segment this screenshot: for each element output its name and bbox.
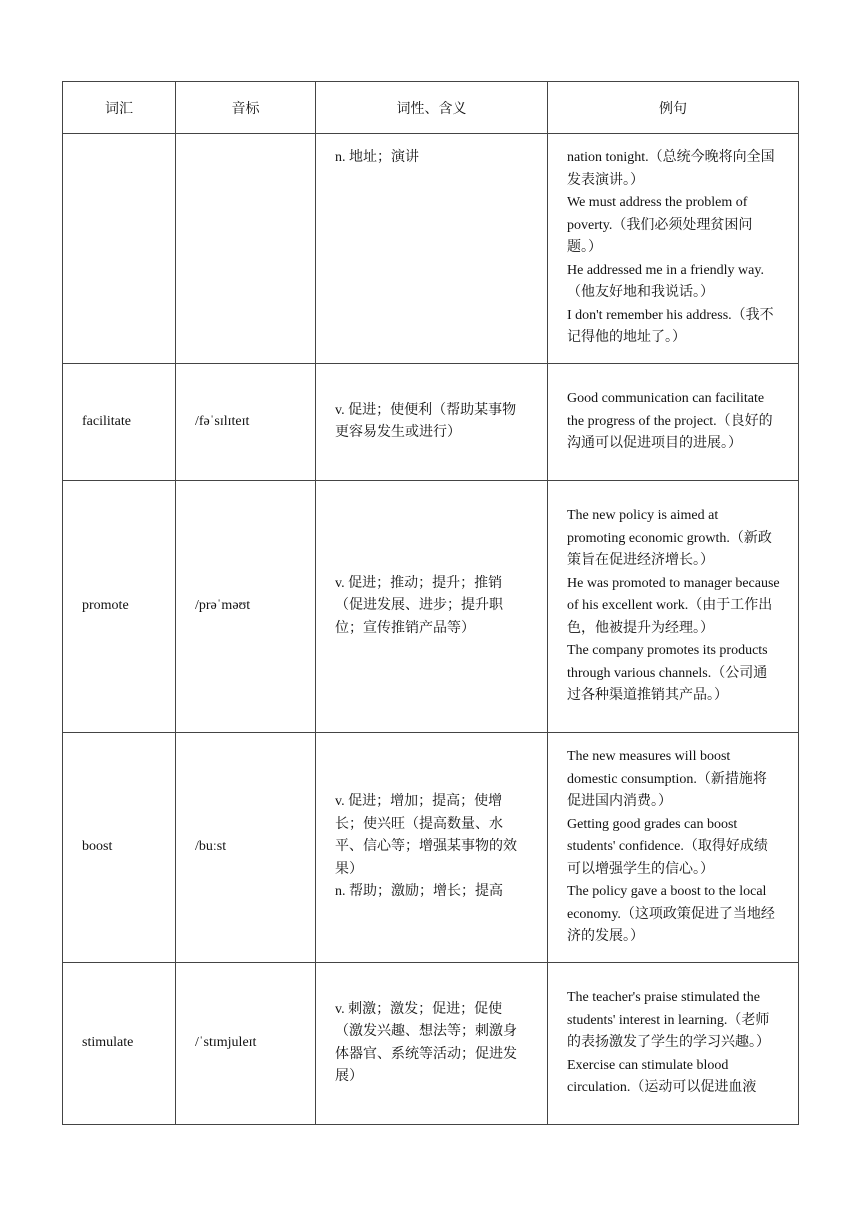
meaning-cell bbox=[316, 134, 548, 364]
meaning-cell bbox=[316, 963, 548, 1125]
table-row bbox=[63, 134, 799, 364]
meaning-cell bbox=[316, 481, 548, 733]
word-cell bbox=[63, 134, 176, 364]
examples-cell bbox=[548, 134, 799, 364]
phonetic-cell: /prəˈməʊt bbox=[176, 481, 316, 733]
meaning-line: v. 刺激；激发；促进；促使（激发兴趣、想法等；刺激身体器官、系统等活动；促进发展） bbox=[335, 1001, 517, 1084]
table-row bbox=[63, 364, 799, 481]
example-sentence: He was promoted to manager because of his excellent work.（由于工作出色，他被提升为经理。） bbox=[567, 575, 780, 636]
phonetic-cell: /ˈstɪmjuleɪt bbox=[176, 963, 316, 1125]
header-phonetic: 音标 bbox=[176, 82, 316, 134]
example-sentence: The policy gave a boost to the local economy.（这项政策促进了当地经济的发展。） bbox=[567, 884, 775, 945]
header-examples: 例句 bbox=[548, 82, 799, 134]
example-sentence: I don't remember his address.（我不记得他的地址了。） bbox=[567, 307, 774, 346]
example-sentence: The teacher's praise stimulated the students' interest in learning.（老师的表扬激发了学生的学习兴趣。） bbox=[567, 990, 770, 1051]
phonetic-cell bbox=[176, 134, 316, 364]
examples-cell bbox=[548, 364, 799, 481]
phonetic-cell: /buːst bbox=[176, 733, 316, 963]
meaning-cell bbox=[316, 364, 548, 481]
example-sentence: We must address the problem of poverty.（我们必须处理贫困问题。） bbox=[567, 195, 753, 256]
word-cell: promote bbox=[63, 481, 176, 733]
table-row bbox=[63, 733, 799, 963]
example-sentence: The new measures will boost domestic consumption.（新措施将促进国内消费。） bbox=[567, 749, 767, 810]
vocabulary-table bbox=[62, 81, 799, 1125]
word-cell: facilitate bbox=[63, 364, 176, 481]
header-meaning: 词性、含义 bbox=[316, 82, 548, 134]
meaning-line: n. 地址；演讲 bbox=[335, 150, 419, 165]
example-sentence: He addressed me in a friendly way.（他友好地和我说话。） bbox=[567, 262, 764, 301]
word-cell: stimulate bbox=[63, 963, 176, 1125]
examples-cell bbox=[548, 963, 799, 1125]
example-sentence: Good communication can facilitate the progress of the project.（良好的沟通可以促进项目的进展。） bbox=[567, 391, 773, 452]
meaning-line: n. 帮助；激励；增长；提高 bbox=[335, 884, 503, 900]
example-sentence: The new policy is aimed at promoting economic growth.（新政策旨在促进经济增长。） bbox=[567, 508, 772, 569]
meaning-cell bbox=[316, 733, 548, 963]
example-sentence: The company promotes its products through various channels.（公司通过各种渠道推销其产品。） bbox=[567, 643, 768, 704]
example-sentence: nation tonight.（总统今晚将向全国发表演讲。） bbox=[567, 150, 775, 188]
word-cell: boost bbox=[63, 733, 176, 963]
example-sentence: Exercise can stimulate blood circulation.（运动可以促进血液 bbox=[567, 1057, 757, 1096]
meaning-line: v. 促进；增加；提高；使增长；使兴旺（提高数量、水平、信心等；增强某事物的效果） bbox=[335, 794, 517, 877]
meaning-line: v. 促进；使便利（帮助某事物更容易发生或进行） bbox=[335, 402, 517, 440]
example-sentence: Getting good grades can boost students' confidence.（取得好成绩可以增强学生的信心。） bbox=[567, 816, 768, 877]
phonetic-cell: /fəˈsɪlɪteɪt bbox=[176, 364, 316, 481]
meaning-line: v. 促进；推动；提升；推销（促进发展、进步；提升职位；宣传推销产品等） bbox=[335, 575, 503, 636]
table-header-row bbox=[63, 82, 799, 134]
header-word: 词汇 bbox=[63, 82, 176, 134]
table-row bbox=[63, 481, 799, 733]
examples-cell bbox=[548, 481, 799, 733]
examples-cell bbox=[548, 733, 799, 963]
table-row bbox=[63, 963, 799, 1125]
